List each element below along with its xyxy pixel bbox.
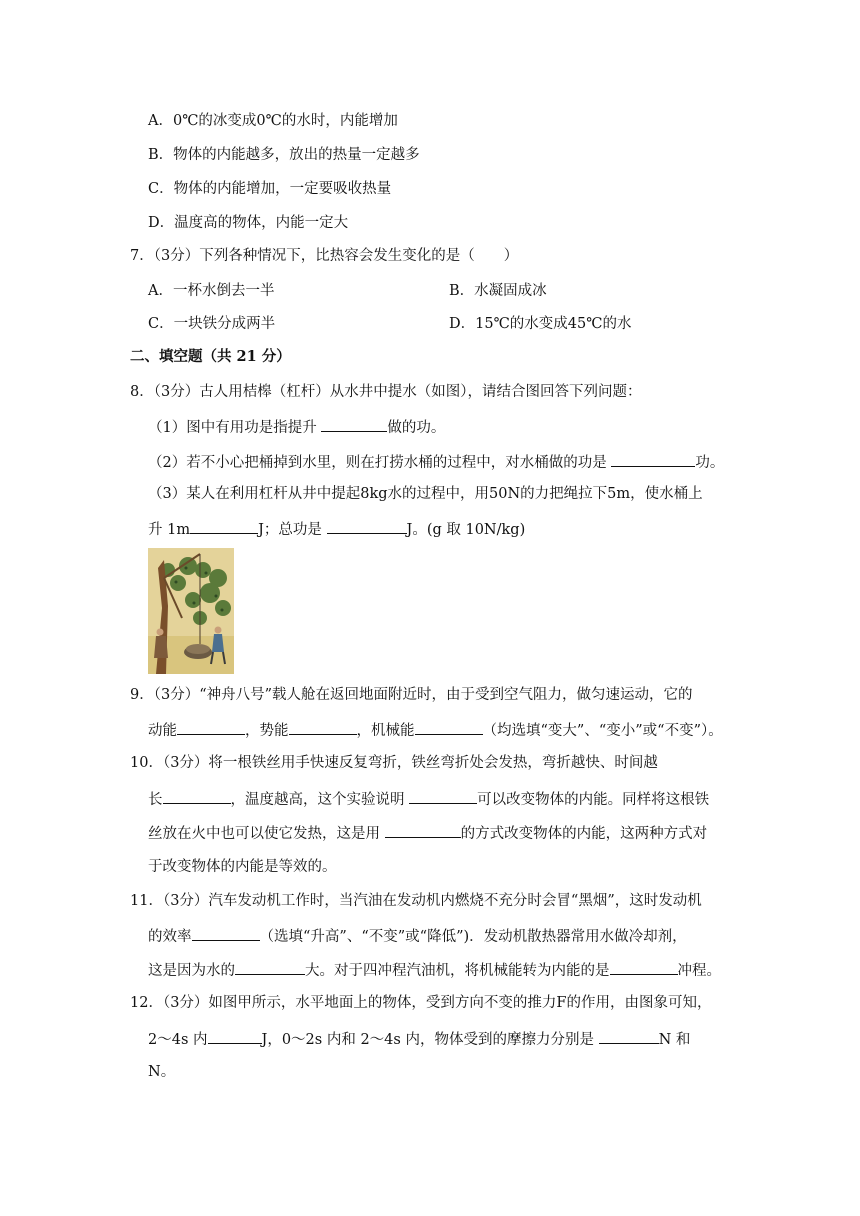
q7-option-b: B．水凝固成冰: [449, 283, 547, 299]
q8-part-3: （3）某人在利用杠杆从井中提起8kg水的过程中，用50N的力把绳拉下5m，使水桶上: [148, 486, 703, 502]
q12-line-1: 12．（3分）如图甲所示，水平地面上的物体，受到方向不变的推力F的作用，由图象可知，: [130, 995, 712, 1011]
q8-part-3-text-c: J。(g 取 10N/kg): [406, 522, 526, 538]
q7-option-a: A．一杯水倒去一半: [148, 283, 275, 299]
q11-line-1: 11．（3分）汽车发动机工作时，当汽油在发动机内燃烧不充分时会冒“黑烟”，这时发动机: [130, 893, 702, 909]
q8-part-1-text-b: 做的功。: [387, 420, 446, 436]
q11-text-c: 这是因为水的: [148, 963, 235, 979]
answer-blank[interactable]: [289, 719, 357, 735]
q10-text-a: 长: [148, 792, 163, 808]
q10-line-2: [148, 788, 709, 810]
q6-option-b: B．物体的内能越多，放出的热量一定越多: [148, 147, 420, 163]
q10-line-1: 10．（3分）将一根铁丝用手快速反复弯折，铁丝弯折处会发热，弯折越快、时间越: [130, 755, 658, 771]
q11-text-e: 冲程。: [677, 963, 721, 979]
q10-text-b: ，温度越高，这个实验说明: [230, 792, 410, 808]
q12-text-b: J，0～2s 内和 2～4s 内，物体受到的摩擦力分别是: [261, 1032, 599, 1048]
q11-text-b: （选填“升高”、“不变”或“降低”)．发动机散热器常用水做冷却剂，: [259, 929, 687, 945]
q12-line-2: [148, 1028, 690, 1050]
q8-part-1: [148, 416, 445, 438]
q9-text-b: ，势能: [245, 723, 289, 739]
q8-part-2: [148, 451, 724, 473]
answer-blank[interactable]: [163, 788, 231, 804]
q9-text-d: （均选填“变大”、“变小”或“不变”）。: [482, 723, 723, 739]
q8-part-2-text-b: 功。: [695, 455, 725, 471]
q7-option-d: D．15℃的水变成45℃的水: [449, 316, 632, 332]
answer-blank[interactable]: [190, 518, 258, 534]
q6-option-a: A．0℃的冰变成0℃的水时，内能增加: [148, 113, 398, 129]
q8-stem: 8．（3分）古人用桔槔（杠杆）从水井中提水（如图），请结合图回答下列问题：: [130, 384, 642, 400]
answer-blank[interactable]: [235, 959, 305, 975]
q6-option-c: C．物体的内能增加，一定要吸收热量: [148, 181, 392, 197]
q6-option-d: D．温度高的物体，内能一定大: [148, 215, 349, 231]
answer-blank[interactable]: [409, 788, 477, 804]
q10-text-e: 的方式改变物体的内能，这两种方式对: [460, 826, 708, 842]
answer-blank[interactable]: [611, 451, 695, 467]
q9-text-a: 动能: [148, 723, 177, 739]
section-title: 二、填空题（共 21 分）: [130, 348, 291, 365]
answer-blank[interactable]: [327, 518, 407, 534]
q9-line-1: 9．（3分）“神舟八号”载人舱在返回地面附近时，由于受到空气阻力，做匀速运动，它的: [130, 687, 693, 703]
q10-text-d: 丝放在火中也可以使它发热，这是用: [148, 826, 385, 842]
answer-blank[interactable]: [192, 925, 260, 941]
q10-line-3: [148, 822, 707, 844]
q12-text-a: 2～4s 内: [148, 1032, 208, 1048]
answer-blank[interactable]: [321, 416, 387, 432]
q8-part-3-text-a: 升 1m: [148, 522, 191, 538]
q10-text-c: 可以改变物体的内能。同样将这根铁: [477, 792, 710, 808]
answer-blank[interactable]: [385, 822, 461, 838]
q8-part-3-cont: [148, 518, 525, 540]
q8-part-1-text-a: （1）图中有用功是指提升: [148, 420, 322, 436]
q11-line-2: [148, 925, 687, 947]
answer-blank[interactable]: [610, 959, 678, 975]
q9-text-c: ，机械能: [356, 723, 415, 739]
answer-blank[interactable]: [415, 719, 483, 735]
well-sweep-illustration: [148, 548, 234, 674]
q9-line-2: [148, 719, 723, 741]
q11-text-a: 的效率: [148, 929, 192, 945]
q12-line-3: N。: [148, 1064, 176, 1080]
q7-option-c: C．一块铁分成两半: [148, 316, 276, 332]
q8-part-2-text-a: （2）若不小心把桶掉到水里，则在打捞水桶的过程中，对水桶做的功是: [148, 455, 612, 471]
q10-line-4: 于改变物体的内能是等效的。: [148, 859, 337, 875]
answer-blank[interactable]: [177, 719, 245, 735]
q11-line-3: [148, 959, 721, 981]
q8-part-3-text-b: J；总功是: [258, 522, 327, 538]
q11-text-d: 大。对于四冲程汽油机，将机械能转为内能的是: [305, 963, 610, 979]
q12-text-c: N 和: [658, 1032, 691, 1048]
answer-blank[interactable]: [208, 1028, 262, 1044]
answer-blank[interactable]: [599, 1028, 659, 1044]
q7-stem: 7．（3分）下列各种情况下，比热容会发生变化的是（ ）: [130, 248, 519, 264]
